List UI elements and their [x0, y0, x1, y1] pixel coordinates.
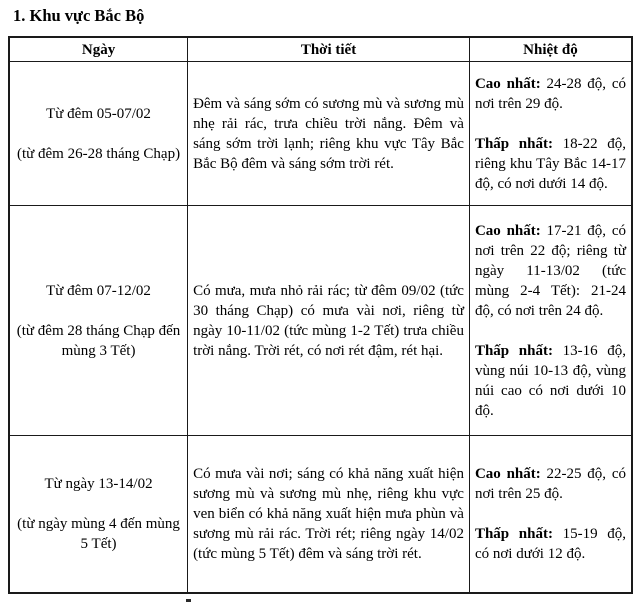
weather-text: Có mưa, mưa nhỏ rải rác; từ đêm 09/02 (tức 30 tháng Chạp) có mưa vài nơi, riêng từ ngày 10-11/02 (tức mùng 1-2 Tết) trưa chiều trời nắng. Trời rét, có nơi rét đậm, rét hại.: [193, 282, 464, 359]
table-header-row: [9, 37, 632, 62]
weather-forecast-table: [8, 36, 633, 594]
weather-text: Đêm và sáng sớm có sương mù và sương mù nhẹ rải rác, trưa chiều trời nắng. Đêm và sáng sớm trời lạnh; riêng khu vực Tây Bắc Bắc Bộ đêm và sáng sớm trời rét.: [193, 95, 464, 172]
table-row: [9, 436, 632, 594]
temperature-cell: [469, 62, 632, 206]
weather-text: Có mưa vài nơi; sáng có khả năng xuất hiện sương mù và sương mù nhẹ, riêng khu vực ven biển có khả năng xuất hiện mưa phùn và sương mù rải rác. Trời rét; riêng ngày 14/02 (tức mùng 5 Tết) đêm và sáng trời rét.: [193, 466, 464, 562]
date-range: Từ đêm 07-12/02: [46, 282, 151, 299]
temp-low: [475, 341, 626, 421]
temp-high-value: 17-21 độ, có nơi trên 22 độ; riêng từ ngày 11-13/02 (tức mùng 2-4 Tết): 21-24 độ, có nơi trên 24 độ.: [474, 222, 626, 319]
temp-low-label: Thấp nhất:: [474, 526, 553, 542]
temp-low-label: Thấp nhất:: [474, 342, 553, 359]
column-header-weather: Thời tiết: [188, 37, 470, 62]
column-header-temperature: Nhiệt độ: [469, 37, 632, 62]
temp-low: [475, 524, 626, 564]
temp-high-label: Cao nhất:: [474, 466, 541, 482]
lunar-date: (từ đêm 26-28 tháng Chạp): [16, 145, 181, 162]
temp-high-value: 24-28 độ, có nơi trên 29 độ.: [474, 75, 626, 112]
temp-high-label: Cao nhất:: [474, 75, 541, 92]
table-row: [9, 62, 632, 206]
temp-high-value: 22-25 độ, có nơi trên 25 độ.: [474, 466, 626, 502]
lunar-date: (từ ngày mùng 4 đến mùng 5 Tết): [17, 516, 180, 552]
cut-off-text-artifact: [186, 599, 191, 602]
weather-cell: [188, 436, 470, 594]
column-header-date: Ngày: [9, 37, 188, 62]
date-range: Từ đêm 05-07/02: [46, 105, 151, 122]
temperature-cell: [469, 436, 632, 594]
weather-cell: [188, 206, 470, 436]
date-cell: [9, 62, 188, 206]
date-range: Từ ngày 13-14/02: [44, 476, 153, 492]
temp-high: [475, 464, 626, 504]
temp-high: [475, 221, 626, 321]
table-row: [9, 206, 632, 436]
temp-high: [475, 74, 626, 114]
page-title: 1. Khu vực Bắc Bộ: [13, 6, 145, 25]
temp-low-label: Thấp nhất:: [474, 135, 553, 152]
temp-low-value: 13-16 độ, vùng núi 10-13 độ, vùng núi cao có nơi dưới 10 độ.: [474, 342, 626, 419]
date-cell: [9, 206, 188, 436]
temp-low-value: 15-19 độ, có nơi dưới 12 độ.: [474, 526, 626, 562]
date-cell: [9, 436, 188, 594]
lunar-date: (từ đêm 28 tháng Chạp đến mùng 3 Tết): [16, 322, 181, 359]
temperature-cell: [469, 206, 632, 436]
weather-cell: [188, 62, 470, 206]
temp-high-label: Cao nhất:: [474, 222, 541, 239]
temp-low: [475, 134, 626, 194]
temp-low-value: 18-22 độ, riêng khu Tây Bắc 14-17 độ, có nơi dưới 14 độ.: [474, 135, 626, 192]
